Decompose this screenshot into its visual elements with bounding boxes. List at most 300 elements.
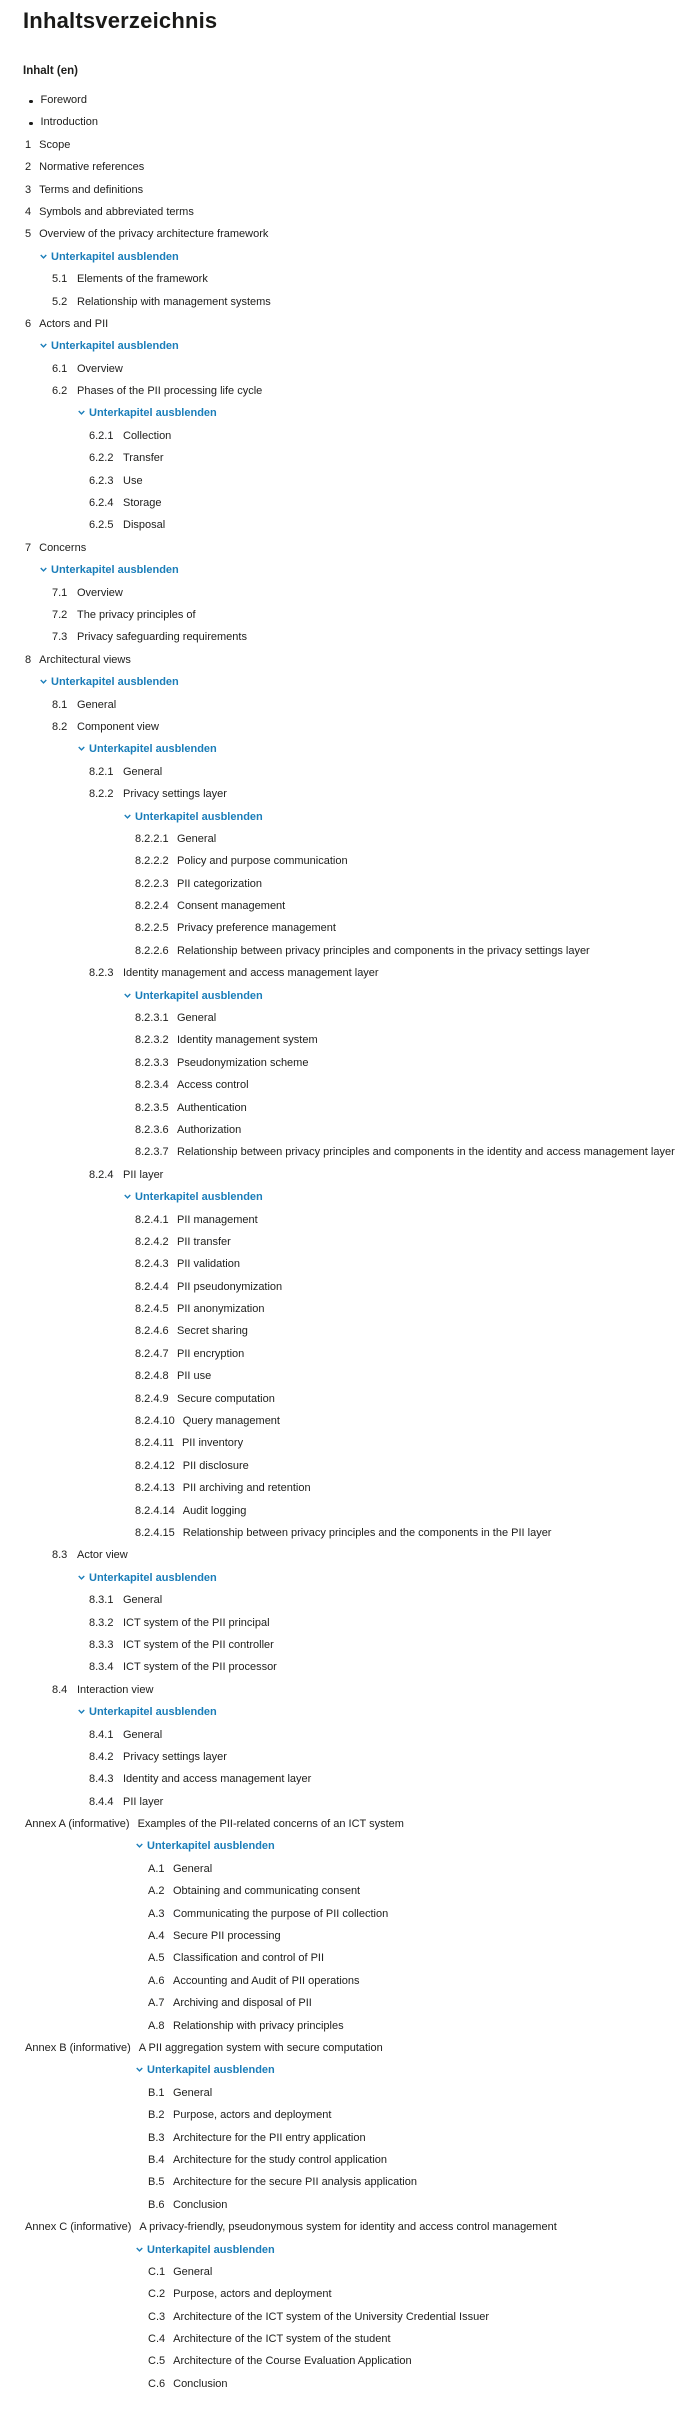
toc-item-label[interactable]: Transfer	[123, 452, 164, 465]
toc-item	[0, 1773, 686, 1785]
toc-item-number: B.5	[148, 2176, 165, 2189]
toc-item-number: 8.2.4.1	[135, 1213, 169, 1226]
toc-item-number: A.3	[148, 1907, 165, 1920]
toc-item-label[interactable]: PII inventory	[181, 1437, 244, 1450]
toc-item-label[interactable]: A privacy-friendly, pseudonymous system for identity and access control management	[139, 2221, 557, 2234]
toc-item-label[interactable]: Obtaining and communicating consent	[173, 1885, 361, 1898]
toc-item-number: 3	[25, 183, 32, 196]
toc-item	[0, 587, 686, 599]
toc-item-number: 8.2.3.6	[135, 1123, 169, 1136]
toc-item-number: 8.2.4.4	[135, 1280, 169, 1293]
toc-item-number: 8.2.4.15	[135, 1527, 175, 1539]
collapse-link-label: Unterkapitel ausblenden	[89, 1571, 217, 1584]
toc-item-label[interactable]: Disposal	[123, 519, 166, 532]
toc-item-number: 5.1	[52, 273, 68, 286]
toc-item-number: 8.4.1	[89, 1728, 114, 1741]
toc-item-label[interactable]: PII management	[177, 1213, 258, 1226]
toc-item-number: 6.2.1	[89, 429, 114, 442]
toc-item	[0, 1818, 686, 1830]
toc-item-label[interactable]: Elements of the framework	[77, 273, 208, 286]
toc-item	[0, 1370, 686, 1382]
collapse-subchapters-link[interactable]	[0, 743, 686, 755]
toc-item-label[interactable]: PII validation	[177, 1258, 240, 1271]
toc-item-number: 8.2.2	[89, 788, 114, 801]
toc-item-number: 8.2.4.9	[135, 1392, 169, 1405]
toc-item	[0, 2311, 686, 2323]
toc-item-label[interactable]: Pseudonymization scheme	[177, 1056, 309, 1069]
toc-item-label[interactable]: General	[177, 832, 217, 845]
toc-item-label[interactable]: PII use	[177, 1370, 212, 1383]
toc-item	[0, 2288, 686, 2300]
toc-item-number: 8.2.4.11	[135, 1437, 174, 1450]
toc-item	[0, 452, 686, 464]
toc-item-label[interactable]: Relationship between privacy principles and the components in the PII layer	[182, 1527, 552, 1539]
toc-item-number: A.4	[148, 1930, 165, 1943]
toc-item-number: 8.2.4.7	[135, 1347, 169, 1360]
toc-item-label[interactable]: General	[123, 1594, 163, 1607]
toc-item-label[interactable]: Purpose, actors and deployment	[173, 2288, 332, 2301]
toc-item-number: 8.2.4.14	[135, 1504, 175, 1517]
toc-item-number: 7	[25, 541, 32, 554]
collapse-link-label: Unterkapitel ausblenden	[51, 564, 179, 577]
toc-item	[0, 318, 686, 330]
toc-item-number: 8.2.3.7	[135, 1146, 169, 1159]
toc-item	[0, 430, 686, 442]
toc-item-label[interactable]: Relationship with management systems	[77, 295, 271, 308]
toc-item-number: A.2	[148, 1885, 165, 1898]
toc-item-label[interactable]: PII encryption	[177, 1347, 245, 1360]
toc-item	[0, 94, 686, 106]
toc-item	[0, 945, 686, 957]
collapse-subchapters-link[interactable]	[0, 340, 686, 352]
toc-item-label[interactable]: Actor view	[77, 1549, 128, 1562]
toc-item-number: 2	[25, 161, 32, 174]
toc-item	[0, 2378, 686, 2390]
toc-item	[0, 1214, 686, 1226]
toc-item-number: 8.4.2	[89, 1750, 114, 1763]
toc-item-label[interactable]: Introduction	[40, 116, 98, 129]
toc-item-label[interactable]: ICT system of the PII principal	[123, 1616, 270, 1629]
toc-item-label[interactable]: Privacy settings layer	[123, 1750, 227, 1763]
toc-item	[0, 519, 686, 531]
toc-item-number: 5.2	[52, 295, 68, 308]
toc-item	[0, 2087, 686, 2099]
toc-item	[0, 1124, 686, 1136]
chevron-down-icon	[77, 408, 86, 417]
toc-item	[0, 1639, 686, 1651]
toc-item-label[interactable]: Terms and definitions	[39, 183, 144, 196]
chevron-down-icon	[135, 2245, 144, 2254]
toc-item	[0, 161, 686, 173]
toc-item	[0, 1684, 686, 1696]
collapse-link-label: Unterkapitel ausblenden	[135, 989, 263, 1002]
toc-item-number: 8.4	[52, 1683, 68, 1696]
toc-item-number: 6.1	[52, 362, 68, 375]
toc-item-label[interactable]: Purpose, actors and deployment	[173, 2109, 332, 2122]
toc-item-label[interactable]: Symbols and abbreviated terms	[39, 205, 194, 218]
toc-item	[0, 1863, 686, 1875]
toc-item-number: 1	[25, 138, 32, 151]
toc-item-label[interactable]: Architecture for the study control application	[173, 2153, 388, 2166]
toc-item-number: C.5	[148, 2355, 166, 2368]
toc-item	[0, 1975, 686, 1987]
collapse-subchapters-link[interactable]	[0, 1572, 686, 1584]
toc-item-number: 7.2	[52, 608, 68, 621]
toc-item	[0, 788, 686, 800]
toc-item-number: 8.2	[52, 720, 68, 733]
toc-item-number: 8.1	[52, 698, 68, 711]
toc-item-label[interactable]: PII transfer	[177, 1235, 231, 1248]
toc-item-number: 8.3.3	[89, 1638, 114, 1651]
toc-item-label[interactable]: General	[123, 1728, 163, 1741]
toc-item-number: Annex A (informative)	[25, 1818, 130, 1831]
toc-item	[0, 654, 686, 666]
toc-item-number: 8.2.1	[89, 765, 114, 778]
toc-item-label[interactable]: Normative references	[39, 161, 145, 174]
toc-item-label[interactable]: Communicating the purpose of PII collection	[173, 1907, 389, 1920]
toc-item	[0, 542, 686, 554]
toc-item	[0, 1348, 686, 1360]
toc-item	[0, 2132, 686, 2144]
toc-item-number: C.4	[148, 2333, 166, 2346]
toc-item-number: 6	[25, 317, 32, 330]
toc-item	[0, 1236, 686, 1248]
toc-item-label[interactable]: Policy and purpose communication	[177, 855, 348, 868]
toc-item-label[interactable]: Audit logging	[182, 1504, 247, 1517]
toc-item-label[interactable]: Overview	[77, 362, 123, 375]
collapse-link-label: Unterkapitel ausblenden	[147, 2064, 275, 2077]
toc-item-label[interactable]: Conclusion	[173, 2198, 228, 2211]
collapse-link-label: Unterkapitel ausblenden	[135, 1191, 263, 1204]
toc-item-number: 6.2	[52, 385, 68, 398]
toc-item-number: 8.2.3.5	[135, 1101, 169, 1114]
toc-item-label[interactable]: ICT system of the PII processor	[123, 1661, 277, 1674]
toc-item-label[interactable]: General	[177, 1012, 217, 1025]
toc-item-label[interactable]: Relationship with privacy principles	[173, 2019, 344, 2032]
toc-item-label[interactable]: General	[173, 1862, 213, 1875]
toc-item-label[interactable]: Relationship between privacy principles and components in the identity and access management layer	[177, 1146, 675, 1159]
toc-item-number: C.2	[148, 2288, 166, 2301]
toc-item-number: A.8	[148, 2019, 165, 2032]
toc-item-number: 7.1	[52, 586, 68, 599]
toc-item-number: C.6	[148, 2377, 166, 2390]
toc-item	[0, 721, 686, 733]
toc-item-number: 8.2.4.10	[135, 1415, 175, 1428]
chevron-down-icon	[39, 341, 48, 350]
toc-item-label[interactable]: PII archiving and retention	[182, 1482, 311, 1495]
toc-item-number: A.5	[148, 1952, 165, 1965]
chevron-down-icon	[135, 2065, 144, 2074]
chevron-down-icon	[77, 744, 86, 753]
toc-item	[0, 1997, 686, 2009]
toc-item	[0, 363, 686, 375]
toc-item-label[interactable]: Interaction view	[77, 1683, 154, 1696]
toc-item-number: 8.3	[52, 1549, 68, 1562]
collapse-subchapters-link[interactable]	[0, 251, 686, 263]
toc-item-number: 8.2.2.2	[135, 855, 169, 868]
collapse-subchapters-link[interactable]	[0, 2244, 686, 2256]
toc-item-label[interactable]: PII layer	[123, 1168, 164, 1181]
toc-item-label[interactable]: A PII aggregation system with secure computation	[138, 2041, 383, 2054]
toc-item-label[interactable]: Archiving and disposal of PII	[173, 1997, 312, 2010]
toc-item-label[interactable]: Identity management and access management layer	[123, 967, 379, 980]
toc-language-heading: Inhalt (en)	[23, 65, 78, 77]
toc-item-label[interactable]: Overview of the privacy architecture framework	[39, 228, 269, 241]
toc-item	[0, 922, 686, 934]
toc-item	[0, 2176, 686, 2188]
toc-item-label[interactable]: PII layer	[123, 1795, 164, 1808]
toc-item-label[interactable]: PII categorization	[177, 877, 262, 890]
toc-item-label[interactable]: Architecture of the ICT system of the student	[173, 2333, 391, 2346]
toc-item-number: 8.2.4.6	[135, 1325, 169, 1338]
toc-item-number: 8.2.4.5	[135, 1303, 169, 1316]
toc-item	[0, 2333, 686, 2345]
toc-item	[0, 1549, 686, 1561]
chevron-down-icon	[39, 252, 48, 261]
toc-item	[0, 2266, 686, 2278]
toc-item	[0, 1079, 686, 1091]
toc-item-label[interactable]: Concerns	[39, 541, 87, 554]
toc-item-label[interactable]: Examples of the PII-related concerns of an ICT system	[137, 1818, 404, 1831]
toc-item-number: Annex B (informative)	[25, 2041, 131, 2054]
toc-item-number: 8.2.4.8	[135, 1370, 169, 1383]
toc-item-number: 6.2.3	[89, 474, 114, 487]
collapse-link-label: Unterkapitel ausblenden	[51, 676, 179, 689]
toc-item-label[interactable]: Accounting and Audit of PII operations	[173, 1974, 360, 1987]
toc-item-number: 8.2.2.5	[135, 922, 169, 935]
toc-item	[0, 385, 686, 397]
toc-item	[0, 2042, 686, 2054]
toc-item-number: 8.2.3.2	[135, 1034, 169, 1047]
toc-item-number: C.3	[148, 2310, 166, 2323]
toc-item	[0, 2199, 686, 2211]
toc-item-label[interactable]: Identity management system	[177, 1034, 318, 1047]
toc-item-label[interactable]: Architecture of the Course Evaluation Application	[173, 2355, 412, 2368]
chevron-down-icon	[39, 565, 48, 574]
toc-item-label[interactable]: Privacy preference management	[177, 922, 336, 935]
toc-item	[0, 2355, 686, 2367]
toc-item	[0, 1617, 686, 1629]
toc-item-label[interactable]: Classification and control of PII	[173, 1952, 325, 1965]
toc-item-label[interactable]: ICT system of the PII controller	[123, 1638, 274, 1651]
toc-item	[0, 699, 686, 711]
collapse-subchapters-link[interactable]	[0, 1191, 686, 1203]
toc-item-label[interactable]: PII pseudonymization	[177, 1280, 283, 1293]
toc-item	[0, 2221, 686, 2233]
toc-item-number: B.4	[148, 2153, 165, 2166]
toc-item	[0, 1146, 686, 1158]
toc-item-number: 8.2.2.6	[135, 944, 169, 957]
toc-item-number: 8	[25, 653, 32, 666]
toc-item-label[interactable]: Component view	[77, 720, 159, 733]
toc-item	[0, 1661, 686, 1673]
collapse-subchapters-link[interactable]	[0, 811, 686, 823]
toc-item	[0, 206, 686, 218]
collapse-link-label: Unterkapitel ausblenden	[89, 1706, 217, 1719]
toc-item-label[interactable]: Authorization	[177, 1123, 242, 1136]
collapse-subchapters-link[interactable]	[0, 2064, 686, 2076]
toc-item-label[interactable]: Use	[123, 474, 143, 487]
toc-item-label[interactable]: Overview	[77, 586, 123, 599]
toc-item	[0, 1057, 686, 1069]
toc-item	[0, 878, 686, 890]
chevron-down-icon	[123, 991, 132, 1000]
chevron-down-icon	[123, 812, 132, 821]
toc-item-label[interactable]: PII disclosure	[182, 1459, 249, 1472]
toc-item-label[interactable]: Foreword	[40, 94, 87, 106]
toc-item	[0, 900, 686, 912]
toc-item	[0, 855, 686, 867]
toc-item-label[interactable]: Architecture of the ICT system of the University Credential Issuer	[173, 2310, 489, 2323]
toc-item-label[interactable]: Architecture for the PII entry application	[173, 2131, 366, 2144]
toc-item	[0, 116, 686, 128]
collapse-link-label: Unterkapitel ausblenden	[135, 810, 263, 823]
toc-item	[0, 631, 686, 643]
toc-item	[0, 1325, 686, 1337]
toc-item-label[interactable]: Actors and PII	[39, 317, 109, 330]
toc-item-label[interactable]: The privacy principles of	[77, 608, 196, 621]
toc-item-number: 6.2.2	[89, 452, 114, 465]
toc-item-label[interactable]: General	[77, 698, 117, 711]
toc-item	[0, 1930, 686, 1942]
toc-item	[0, 1437, 686, 1449]
toc-item-number: A.6	[148, 1974, 165, 1987]
toc-item-number: 8.2.4.3	[135, 1258, 169, 1271]
toc-item-label[interactable]: Access control	[177, 1079, 249, 1092]
toc-item	[0, 967, 686, 979]
toc-item-label[interactable]: General	[173, 2086, 213, 2099]
toc-item-label[interactable]: Privacy safeguarding requirements	[77, 631, 247, 644]
toc-item-label[interactable]: Authentication	[177, 1101, 247, 1114]
toc-item-number: 8.2.2.4	[135, 900, 169, 913]
toc-item	[0, 833, 686, 845]
toc-item-label[interactable]: PII anonymization	[177, 1303, 265, 1316]
toc-item	[0, 1527, 686, 1539]
toc-item	[0, 1102, 686, 1114]
page-title: Inhaltsverzeichnis	[23, 8, 218, 33]
toc-item-number: 4	[25, 205, 32, 218]
toc-item	[0, 1281, 686, 1293]
toc-item-label[interactable]: Consent management	[177, 900, 286, 913]
chevron-down-icon	[39, 677, 48, 686]
toc-item	[0, 2109, 686, 2121]
chevron-down-icon	[77, 1707, 86, 1716]
toc-item-number: 8.4.3	[89, 1773, 114, 1786]
collapse-subchapters-link[interactable]	[0, 1840, 686, 1852]
toc-item	[0, 475, 686, 487]
toc-item	[0, 1258, 686, 1270]
toc-item-label[interactable]: Query management	[182, 1415, 280, 1428]
toc-item-number: Annex C (informative)	[25, 2221, 132, 2234]
collapse-link-label: Unterkapitel ausblenden	[89, 407, 217, 420]
toc-item-label[interactable]: Phases of the PII processing life cycle	[77, 385, 263, 398]
toc-item	[0, 609, 686, 621]
toc-item	[0, 1460, 686, 1472]
toc-item-number: 8.4.4	[89, 1795, 114, 1808]
toc-item-number: 8.2.4	[89, 1168, 114, 1181]
collapse-link-label: Unterkapitel ausblenden	[51, 340, 179, 353]
toc-item-number: 8.2.3.4	[135, 1079, 169, 1092]
toc-item-number: B.1	[148, 2086, 165, 2099]
toc-item-number: B.3	[148, 2131, 165, 2144]
toc-item	[0, 139, 686, 151]
collapse-subchapters-link[interactable]	[0, 564, 686, 576]
toc-item	[0, 1885, 686, 1897]
toc-item	[0, 497, 686, 509]
toc-item	[0, 1393, 686, 1405]
toc-item-label[interactable]: Secure PII processing	[173, 1930, 281, 1943]
toc-item-label[interactable]: Privacy settings layer	[123, 788, 227, 801]
toc-item-label[interactable]: General	[123, 765, 163, 778]
toc-item-number: C.1	[148, 2265, 166, 2278]
toc-item-label[interactable]: Secret sharing	[177, 1325, 248, 1338]
toc-item-number: 8.2.4.13	[135, 1482, 175, 1495]
toc-item-label[interactable]: Architectural views	[39, 653, 131, 666]
toc-item	[0, 1303, 686, 1315]
toc-item	[0, 1415, 686, 1427]
toc-item-number: 8.3.1	[89, 1594, 114, 1607]
toc-list	[0, 94, 686, 2390]
toc-item	[0, 766, 686, 778]
toc-item-label[interactable]: Storage	[123, 497, 162, 510]
toc-item-number: B.2	[148, 2109, 165, 2122]
toc-item-label[interactable]: Conclusion	[173, 2377, 228, 2390]
toc-item-label[interactable]: Collection	[123, 429, 172, 442]
toc-item	[0, 1505, 686, 1517]
toc-item-label[interactable]: Secure computation	[177, 1392, 275, 1405]
toc-item	[0, 1594, 686, 1606]
toc-item-label[interactable]: Architecture for the secure PII analysis application	[173, 2176, 417, 2189]
toc-item-label[interactable]: Identity and access management layer	[123, 1773, 312, 1786]
collapse-subchapters-link[interactable]	[0, 407, 686, 419]
toc-item-number: 6.2.5	[89, 519, 114, 532]
toc-item-number: B.6	[148, 2198, 165, 2211]
toc-item-number: 8.3.4	[89, 1661, 114, 1674]
toc-item-number: 8.2.4.12	[135, 1459, 175, 1472]
collapse-link-label: Unterkapitel ausblenden	[51, 250, 179, 263]
toc-item	[0, 1729, 686, 1741]
chevron-down-icon	[135, 1841, 144, 1850]
toc-item-number: 8.2.2.3	[135, 877, 169, 890]
toc-item	[0, 1751, 686, 1763]
chevron-down-icon	[123, 1192, 132, 1201]
toc-item	[0, 1012, 686, 1024]
toc-item	[0, 1796, 686, 1808]
collapse-subchapters-link[interactable]	[0, 1706, 686, 1718]
collapse-subchapters-link[interactable]	[0, 676, 686, 688]
chevron-down-icon	[77, 1573, 86, 1582]
toc-item-label[interactable]: Relationship between privacy principles and components in the privacy settings layer	[177, 944, 590, 957]
toc-item-number: 5	[25, 228, 32, 241]
toc-item	[0, 1952, 686, 1964]
toc-item	[0, 228, 686, 240]
toc-item-number: 8.2.3	[89, 967, 114, 980]
toc-item	[0, 1908, 686, 1920]
toc-item	[0, 2154, 686, 2166]
toc-item-label[interactable]: General	[173, 2265, 213, 2278]
toc-item-number: 8.2.4.2	[135, 1235, 169, 1248]
collapse-link-label: Unterkapitel ausblenden	[147, 2243, 275, 2256]
toc-item-number: 8.2.3.3	[135, 1056, 169, 1069]
collapse-subchapters-link[interactable]	[0, 990, 686, 1002]
toc-item	[0, 2020, 686, 2032]
toc-item-number: 8.2.2.1	[135, 832, 169, 845]
toc-item-number: A.1	[148, 1862, 165, 1875]
toc-item	[0, 296, 686, 308]
bullet-icon	[29, 116, 41, 128]
toc-item-number: 8.2.3.1	[135, 1012, 169, 1025]
toc-item-label[interactable]: Scope	[39, 138, 71, 151]
